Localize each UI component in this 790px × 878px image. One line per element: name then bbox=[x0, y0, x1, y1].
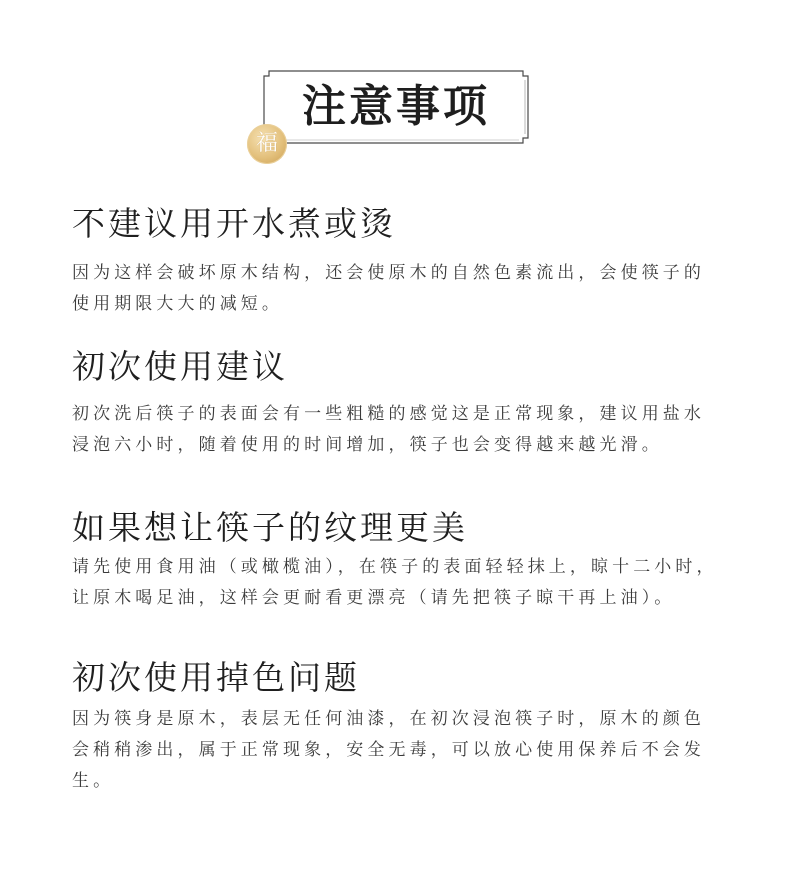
section-body: 初次洗后筷子的表面会有一些粗糙的感觉这是正常现象，建议用盐水浸泡六小时，随着使用的时间增加，筷子也会变得越来越光滑。 bbox=[72, 404, 705, 455]
page-title: 注意事项 bbox=[302, 81, 490, 132]
section-body: 因为筷身是原木，表层无任何油漆，在初次浸泡筷子时，原木的颜色会稍稍渗出，属于正常现象，安全无毒，可以放心使用保养后不会发生。 bbox=[72, 709, 705, 791]
section-body: 因为这样会破坏原木结构，还会使原木的自然色素流出，会使筷子的使用期限大大的减短。 bbox=[72, 263, 705, 314]
fu-seal-icon bbox=[247, 124, 287, 164]
section-body: 请先使用食用油（或橄榄油），在筷子的表面轻轻抹上，晾十二小时，让原木喝足油，这样会更耐看更漂亮（请先把筷子晾干再上油）。 bbox=[72, 557, 718, 608]
section-heading: 不建议用开水煮或烫 bbox=[72, 204, 396, 243]
section-first-use bbox=[72, 345, 722, 461]
section-color-fading bbox=[72, 656, 722, 797]
header bbox=[0, 0, 790, 190]
section-grain-care bbox=[72, 506, 722, 614]
seal-character: 福 bbox=[255, 131, 278, 156]
section-heading: 初次使用掉色问题 bbox=[72, 658, 360, 697]
title-frame bbox=[263, 70, 529, 144]
section-heading: 如果想让筷子的纹理更美 bbox=[72, 508, 468, 547]
section-heading: 初次使用建议 bbox=[72, 347, 288, 386]
section-no-boiling bbox=[72, 202, 722, 320]
